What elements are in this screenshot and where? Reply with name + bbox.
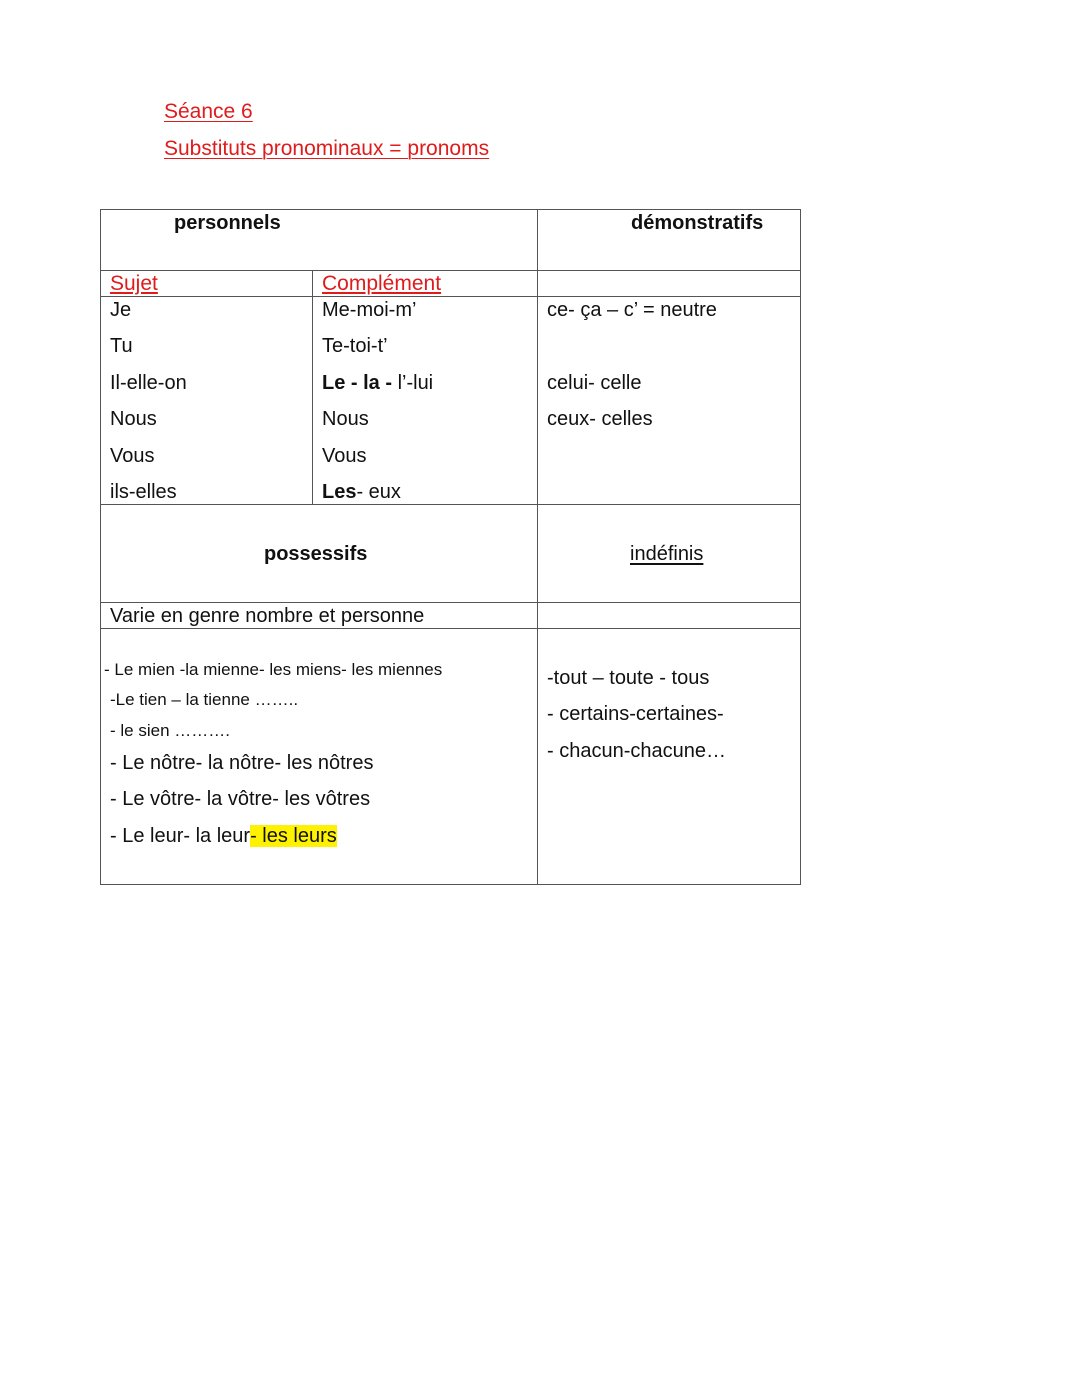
indefinite-item: - chacun-chacune…	[547, 740, 726, 762]
possessive-item: - Le mien -la mienne- les miens- les miennes	[104, 660, 443, 679]
complement-pronoun: Vous	[322, 445, 367, 467]
subject-pronoun: ils-elles	[110, 481, 177, 503]
table-border-bottom	[100, 884, 801, 885]
complement-rest: - eux	[356, 481, 401, 503]
table-border-left	[100, 209, 101, 885]
complement-rest: l’-lui	[392, 372, 434, 394]
row-divider	[100, 270, 801, 271]
possessive-item: - le sien ……….	[110, 721, 230, 740]
subject-pronoun: Je	[110, 299, 132, 321]
indefinite-item: - certains-certaines-	[547, 703, 724, 725]
complement-pronoun	[322, 372, 433, 395]
column-divider	[537, 209, 538, 885]
heading-indefinis: indéfinis	[630, 543, 704, 565]
row-divider	[100, 602, 801, 603]
subject-pronoun: Nous	[110, 408, 157, 430]
possessive-item-text: - Le leur- la leur	[110, 825, 251, 847]
subject-pronoun: Il-elle-on	[110, 372, 187, 394]
demonstrative-item: ce- ça – c’ = neutre	[547, 299, 717, 321]
possessive-item: -Le tien – la tienne ……..	[110, 690, 299, 709]
lesson-subtitle: Substituts pronominaux = pronoms	[164, 137, 490, 160]
subject-pronoun: Tu	[110, 335, 133, 357]
indefinite-item: -tout – toute - tous	[547, 667, 710, 689]
demonstrative-item: ceux- celles	[547, 408, 653, 430]
complement-pronoun	[322, 481, 401, 504]
possessive-item-text: Le mien -la mienne- les miens- les miennes	[114, 660, 443, 679]
demonstrative-item: celui- celle	[547, 372, 642, 394]
complement-pronoun: Me-moi-m’	[322, 299, 417, 321]
subcolumn-divider	[312, 270, 313, 504]
heading-personnels: personnels	[174, 212, 281, 234]
complement-label: Complément	[322, 272, 442, 295]
table-border-top	[100, 209, 801, 210]
row-divider	[100, 628, 801, 629]
complement-bold-part: Les	[322, 481, 357, 503]
highlighted-text: - les leurs	[250, 825, 337, 847]
row-divider	[100, 504, 801, 505]
possessive-note: Varie en genre nombre et personne	[110, 605, 425, 627]
possessive-item: - Le nôtre- la nôtre- les nôtres	[110, 752, 374, 774]
heading-possessifs: possessifs	[264, 543, 368, 565]
subject-pronoun: Vous	[110, 445, 155, 467]
subject-label: Sujet	[110, 272, 158, 295]
complement-pronoun: Te-toi-t’	[322, 335, 388, 357]
row-divider	[100, 296, 801, 297]
possessive-item: - Le vôtre- la vôtre- les vôtres	[110, 788, 371, 810]
complement-bold-part: Le - la -	[322, 372, 393, 394]
heading-demonstratifs: démonstratifs	[631, 212, 764, 234]
session-title: Séance 6	[164, 100, 253, 123]
table-border-right	[800, 209, 801, 885]
complement-pronoun: Nous	[322, 408, 369, 430]
possessive-item	[110, 825, 337, 848]
